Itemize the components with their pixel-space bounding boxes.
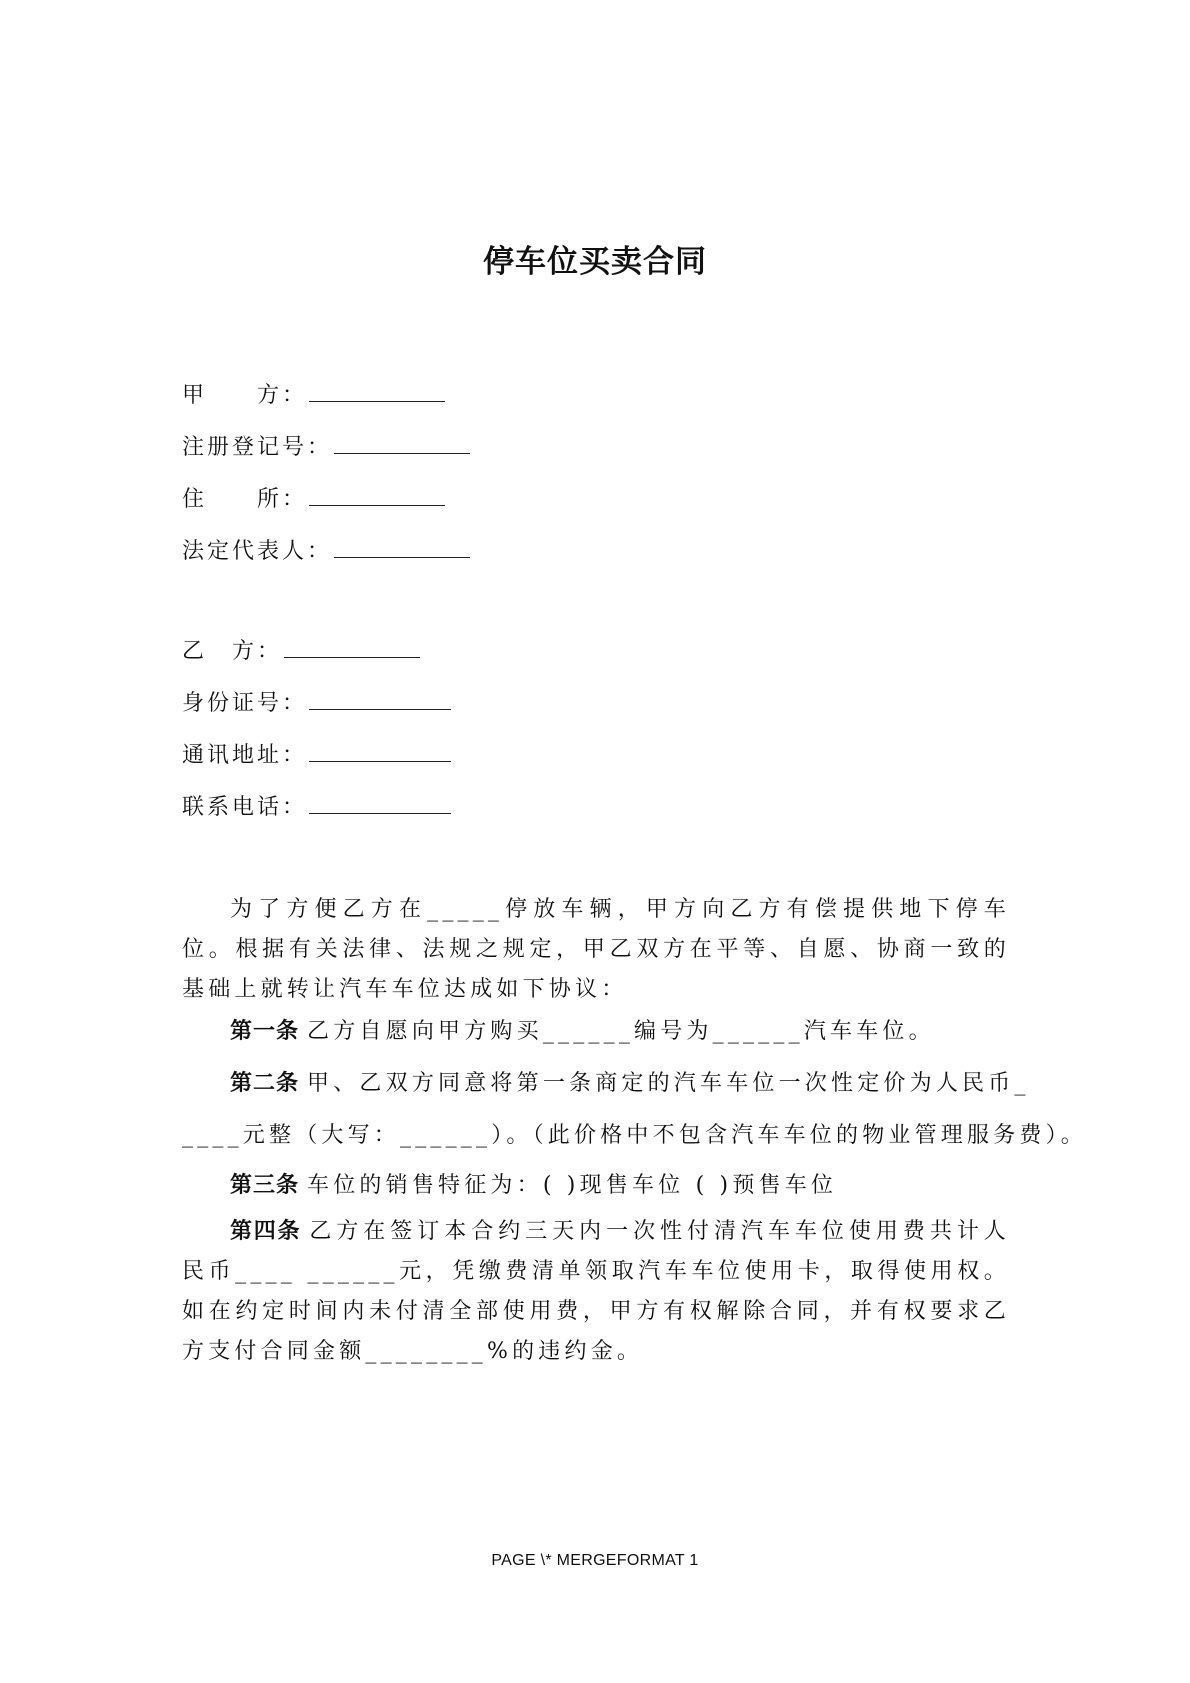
party-a-reg-no-label: 注册登记号： <box>182 435 333 460</box>
party-b-blank <box>284 635 420 658</box>
page-footer: PAGE \* MERGEFORMAT 1 <box>491 1552 699 1569</box>
party-b-id-blank <box>309 687 451 710</box>
article-3-label: 第三条 <box>230 1173 300 1198</box>
party-b-id-label: 身份证号： <box>182 691 308 716</box>
article-2-continuation: ____元整（大写：______）。（此价格中不包含汽车车位的物业管理服务费）。 <box>182 1123 1088 1148</box>
party-a-address-label: 住 所： <box>182 487 308 512</box>
party-a-legal-rep-blank <box>334 535 470 558</box>
party-b-mail-blank <box>309 739 451 762</box>
preamble-paragraph: 为了方便乙方在_____停放车辆，甲方向乙方有偿提供地下停车位。根据有关法律、法规之规定，甲乙双方在平等、自愿、协商一致的基础上就转让汽车车位达成如下协议： <box>182 897 1010 1002</box>
party-b-mail-label: 通讯地址： <box>182 743 308 768</box>
party-b-id-field <box>182 686 451 717</box>
article-1-label: 第一条 <box>230 1019 300 1044</box>
article-2-text: 甲、乙双方同意将第一条商定的汽车车位一次性定价为人民币_ <box>307 1071 1030 1096</box>
article-2-label: 第二条 <box>230 1071 300 1096</box>
party-a-label: 甲 方： <box>182 383 308 408</box>
party-a-field <box>182 378 445 409</box>
document-title: 停车位买卖合同 <box>483 244 707 280</box>
article-2 <box>230 1066 1030 1097</box>
article-3-text: 车位的销售特征为：( )现售车位 ( )预售车位 <box>307 1173 838 1198</box>
article-4-text: 乙方在签订本合约三天内一次性付清汽车车位使用费共计人民币____ ______元，凭缴费清单领取汽车车位使用卡，取得使用权。如在约定时间内未付清全部使用费，甲方有权解除合同，并有权要求乙方支付合同金额________%的违约金。 <box>182 1219 1010 1364</box>
party-a-reg-no-blank <box>334 431 470 454</box>
party-b-field <box>182 634 420 665</box>
article-3 <box>230 1168 837 1199</box>
party-b-label: 乙 方： <box>182 639 283 664</box>
party-a-address-field <box>182 482 445 513</box>
article-4-label: 第四条 <box>230 1219 302 1244</box>
article-1 <box>230 1014 935 1045</box>
article-4 <box>182 1212 1010 1372</box>
article-1-text: 乙方自愿向甲方购买______编号为______汽车车位。 <box>307 1019 935 1044</box>
party-a-legal-rep-label: 法定代表人： <box>182 539 333 564</box>
party-a-address-blank <box>309 483 445 506</box>
party-a-legal-rep-field <box>182 534 470 565</box>
party-b-phone-field <box>182 790 451 821</box>
party-b-phone-blank <box>309 791 451 814</box>
party-a-blank <box>309 379 445 402</box>
party-b-phone-label: 联系电话： <box>182 795 308 820</box>
party-a-reg-no-field <box>182 430 470 461</box>
party-b-mail-field <box>182 738 451 769</box>
